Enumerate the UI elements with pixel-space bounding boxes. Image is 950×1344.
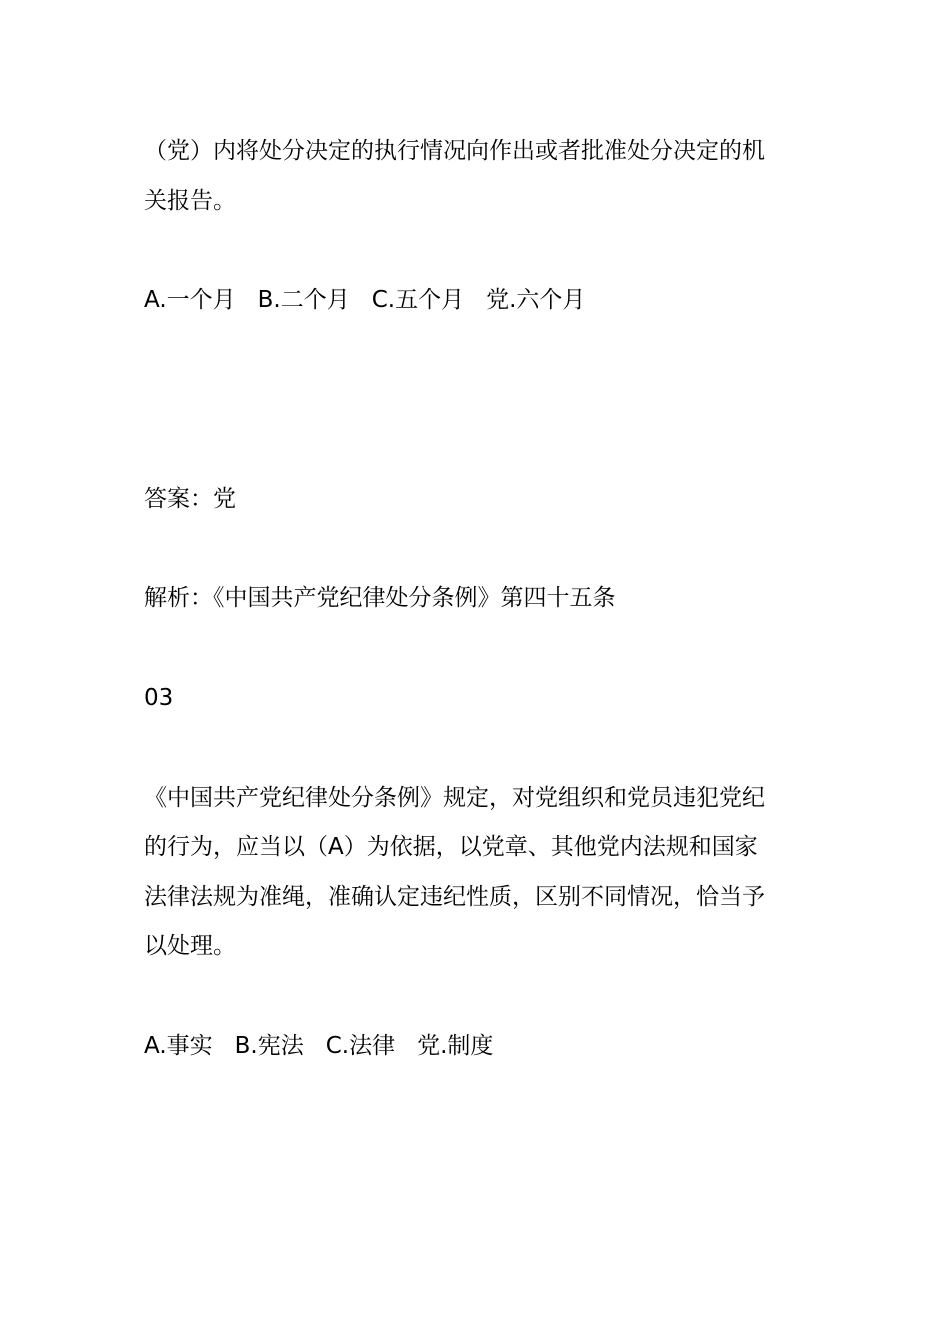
q2-analysis: 解析：《中国共产党纪律处分条例》第四十五条: [144, 585, 616, 611]
q3-stem-line-1: 《中国共产党纪律处分条例》规定，对党组织和党员违犯党纪: [144, 785, 765, 811]
q2-options: [144, 285, 607, 315]
q2-stem-line-2: 关报告。: [144, 188, 236, 214]
q2-option-b: B.二个月: [257, 287, 350, 313]
q3-option-c: C.法律: [325, 1033, 396, 1059]
q2-stem-line-1: （党）内将处分决定的执行情况向作出或者批准处分决定的机: [144, 138, 765, 164]
q3-number: 03: [144, 685, 174, 711]
q3-stem-line-3: 法律法规为准绳，准确认定违纪性质，区别不同情况，恰当予: [144, 884, 765, 910]
q3-options: [144, 1031, 515, 1061]
q2-option-d: 党.六个月: [486, 287, 586, 313]
q2-option-c: C.五个月: [371, 287, 465, 313]
q3-stem-line-4: 以处理。: [144, 933, 236, 959]
q3-option-d: 党.制度: [417, 1033, 494, 1059]
q2-answer: 答案：党: [144, 486, 236, 512]
q2-option-a: A.一个月: [144, 287, 236, 313]
q3-option-b: B.宪法: [234, 1033, 304, 1059]
q3-option-a: A.事实: [144, 1033, 213, 1059]
q3-stem-line-2: 的行为，应当以（A）为依据，以党章、其他党内法规和国家: [144, 834, 758, 860]
